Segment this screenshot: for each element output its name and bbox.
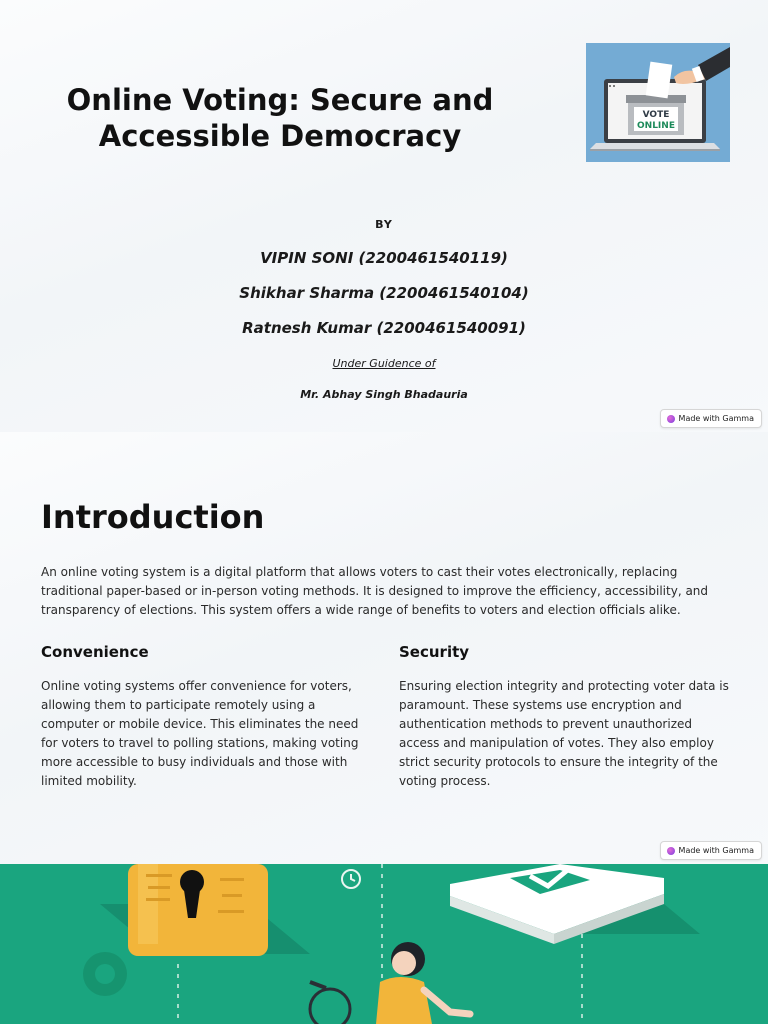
by-label: BY (375, 218, 393, 231)
introduction-slide (0, 432, 768, 864)
convenience-column (41, 643, 371, 791)
image-text-online: ONLINE (637, 121, 675, 131)
author-name: Shikhar Sharma (2200461540104) (239, 284, 529, 302)
security-illustration (0, 864, 768, 1024)
gamma-logo-icon (667, 847, 675, 855)
author-name: Ratnesh Kumar (2200461540091) (242, 319, 526, 337)
column-heading: Security (399, 643, 470, 661)
column-heading: Convenience (41, 643, 149, 661)
made-with-gamma-badge[interactable] (660, 841, 762, 860)
made-with-gamma-badge[interactable] (660, 409, 762, 428)
vote-online-illustration (586, 43, 730, 162)
security-column (399, 643, 729, 791)
image-text-vote: VOTE (642, 110, 670, 120)
author-name: VIPIN SONI (2200461540119) (260, 249, 508, 267)
gamma-logo-icon (667, 415, 675, 423)
illustration-slide (0, 864, 768, 1024)
title-slide (0, 0, 768, 432)
slide-title: Online Voting: Secure and Accessible Democracy (66, 83, 494, 153)
badge-label: Made with Gamma (678, 846, 754, 855)
badge-label: Made with Gamma (678, 414, 754, 423)
section-heading: Introduction (41, 498, 265, 536)
column-text: Ensuring election integrity and protecting voter data is paramount. These systems use encryption and authentication methods to prevent unauthorized access and manipulation of votes. They also employ strict security protocols to ensure the integrity of the voting process. (399, 679, 729, 788)
column-text: Online voting systems offer convenience for voters, allowing them to participate remotely using a computer or mobile device. This eliminates the need for voters to travel to polling stations, making voting more accessible to busy individuals and those with limited mobility. (41, 679, 359, 788)
intro-paragraph: An online voting system is a digital platform that allows voters to cast their votes electronically, replacing traditional paper-based or in-person voting methods. It is designed to improve the efficiency, accessibility, and transparency of elections. This system offers a wide range of benefits to voters and election officials alike. (41, 565, 709, 617)
mentor-name: Mr. Abhay Singh Bhadauria (300, 388, 468, 401)
guidance-label: Under Guidence of (332, 357, 436, 370)
